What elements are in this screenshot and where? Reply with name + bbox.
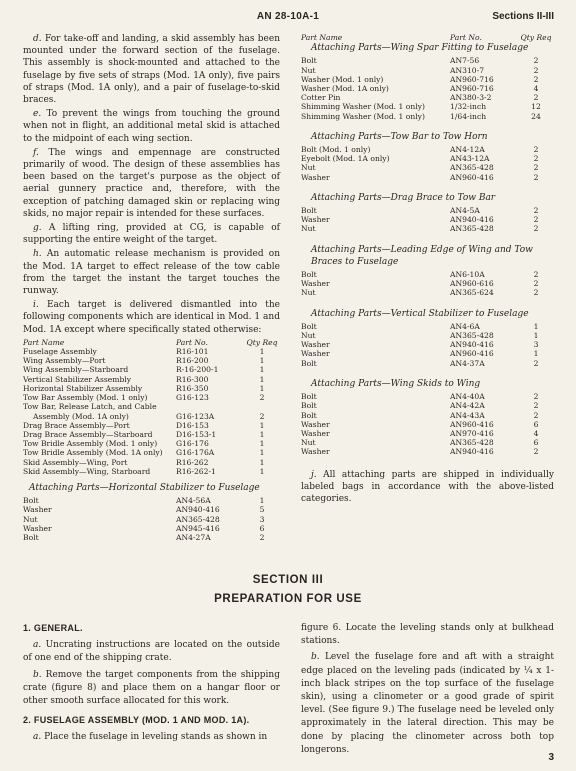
quantity: 2 xyxy=(533,74,539,84)
quantity: 6 xyxy=(259,523,265,533)
part-number: AN4-40A xyxy=(450,392,485,402)
quantity: 4 xyxy=(533,428,539,438)
table-row xyxy=(301,447,554,456)
section-right-column xyxy=(301,622,554,760)
part-number: G16-176 xyxy=(176,439,209,449)
section-left-column xyxy=(23,622,280,748)
part-number: AN4-12A xyxy=(450,145,485,155)
quantity: 2 xyxy=(533,447,539,457)
part-name: Tow Bridle Assembly (Mod. 1A only) xyxy=(23,448,163,458)
wing-spar-heading: Attaching Parts—Wing Spar Fitting to Fuselage xyxy=(311,43,529,54)
quantity: 5 xyxy=(259,505,265,515)
vert-stab-heading: Attaching Parts—Vertical Stabilizer to Fuselage xyxy=(311,308,529,319)
part-name: Shimming Washer (Mod. 1 only) xyxy=(301,111,425,121)
part-number xyxy=(176,402,244,411)
part-number: AN960-416 xyxy=(450,349,494,359)
fuselage-heading: 2. FUSELAGE ASSEMBLY (MOD. 1 AND MOD. 1A). xyxy=(23,715,250,726)
quantity: 1 xyxy=(259,439,265,449)
quantity: 1 xyxy=(259,420,265,430)
part-name: Washer xyxy=(301,279,330,289)
table-row xyxy=(23,356,280,365)
part-name: Vertical Stabilizer Assembly xyxy=(23,374,132,384)
quantity: 12 xyxy=(531,102,541,112)
paragraph-f: f. The wings and empennage are constructed primarily of wood. The design of these assemblies has been based on the target's purpose as the object of aerial gunnery practice and, therefore, with the exception of patching damaged skin or replacing wing skids, no major repair is intended for these surfaces. xyxy=(23,147,280,219)
part-number: G16-123A xyxy=(176,411,215,421)
table-row xyxy=(23,439,280,448)
table-row xyxy=(301,420,554,429)
general-para-a: a. Uncrating instructions are located on the outside of one end of the shipping crate. xyxy=(23,640,280,664)
table-row xyxy=(23,458,280,467)
quantity xyxy=(244,402,280,411)
part-number: G16-123 xyxy=(176,393,209,403)
part-name: Tow Bar, Release Latch, and Cable xyxy=(23,402,157,412)
part-number: AN4-37A xyxy=(450,358,485,368)
column-header: Part No. xyxy=(176,337,208,347)
fuselage-para-a: a. Place the fuselage in leveling stands as shown in xyxy=(33,732,268,743)
table-row xyxy=(301,401,554,410)
drag-brace-table xyxy=(301,206,554,234)
quantity: 2 xyxy=(533,392,539,402)
part-name: Washer xyxy=(301,172,330,182)
table-row xyxy=(301,331,554,340)
right-column xyxy=(301,33,554,507)
quantity: 2 xyxy=(533,145,539,155)
table-row xyxy=(301,288,554,297)
table-row xyxy=(23,421,280,430)
column-header: Part Name xyxy=(301,33,343,42)
quantity: 6 xyxy=(533,438,539,448)
quantity: 1 xyxy=(259,429,265,439)
part-number: AN960-616 xyxy=(450,279,494,289)
wing-skids-heading: Attaching Parts—Wing Skids to Wing xyxy=(311,378,481,389)
part-name: Washer xyxy=(301,349,330,359)
right-table-header xyxy=(301,33,554,42)
table-row xyxy=(301,359,554,368)
part-name: Cotter Pin xyxy=(301,93,341,103)
table-row xyxy=(23,467,280,476)
quantity: 1 xyxy=(259,374,265,384)
part-number: R16-300 xyxy=(176,374,209,384)
vert-stab-table xyxy=(301,322,554,368)
column-header: Qty Req xyxy=(246,337,278,347)
quantity: 1 xyxy=(259,457,265,467)
part-number: AN365-624 xyxy=(450,288,494,298)
quantity: 2 xyxy=(259,411,265,421)
table-row xyxy=(23,402,280,411)
quantity: 1 xyxy=(533,331,539,341)
part-name: Bolt xyxy=(23,496,39,506)
part-number: AN4-56A xyxy=(176,496,211,506)
table-row xyxy=(301,75,554,84)
general-heading: 1. GENERAL. xyxy=(23,623,83,633)
table-row xyxy=(301,173,554,182)
part-name: Bolt xyxy=(301,401,317,411)
part-name: Bolt xyxy=(301,321,317,331)
part-name: Washer (Mod. 1A only) xyxy=(301,84,389,94)
part-name: Shimming Washer (Mod. 1 only) xyxy=(301,102,425,112)
drag-brace-heading: Attaching Parts—Drag Brace to Tow Bar xyxy=(311,192,496,203)
part-name: Assembly (Mod. 1A only) xyxy=(33,411,129,421)
part-number: R16-200 xyxy=(176,356,209,366)
part-number: AN43-12A xyxy=(450,154,490,164)
quantity: 2 xyxy=(533,270,539,280)
quantity: 1 xyxy=(259,365,265,375)
part-name: Tow Bridle Assembly (Mod. 1 only) xyxy=(23,439,158,449)
table-row xyxy=(301,270,554,279)
table-row xyxy=(301,163,554,172)
part-number: R16-262-1 xyxy=(176,466,216,476)
part-number: AN940-416 xyxy=(450,215,494,225)
table-row xyxy=(301,93,554,102)
horiz-stab-heading: Attaching Parts—Horizontal Stabilizer to Fuselage xyxy=(29,482,260,493)
part-name: Bolt xyxy=(301,410,317,420)
part-number: D16-153 xyxy=(176,420,209,430)
quantity: 1 xyxy=(259,347,265,357)
part-number: R-16-200-1 xyxy=(176,365,219,375)
table-row xyxy=(301,206,554,215)
part-number: AN4-27A xyxy=(176,532,211,542)
table-row xyxy=(301,279,554,288)
table-row xyxy=(301,66,554,75)
quantity: 4 xyxy=(533,84,539,94)
section-title: PREPARATION FOR USE xyxy=(214,593,362,605)
part-name: Washer xyxy=(23,505,52,515)
table-row xyxy=(301,438,554,447)
table-row xyxy=(301,84,554,93)
part-name: Bolt xyxy=(301,56,317,66)
part-name: Nut xyxy=(301,224,316,234)
part-number: AN960-416 xyxy=(450,172,494,182)
part-name: Eyebolt (Mod. 1A only) xyxy=(301,154,390,164)
quantity: 1 xyxy=(259,356,265,366)
part-number: D16-153-1 xyxy=(176,429,217,439)
table-row xyxy=(301,145,554,154)
quantity: 2 xyxy=(533,215,539,225)
table-row xyxy=(23,496,280,505)
leading-edge-table xyxy=(301,270,554,298)
part-name: Drag Brace Assembly—Starboard xyxy=(23,429,153,439)
wing-spar-table xyxy=(301,56,554,120)
table-row xyxy=(23,384,280,393)
part-number: AN940-416 xyxy=(176,505,220,515)
quantity: 2 xyxy=(533,358,539,368)
part-number: AN365-428 xyxy=(450,331,494,341)
part-name: Skid Assembly—Wing, Starboard xyxy=(23,466,151,476)
quantity: 2 xyxy=(533,410,539,420)
wing-skids-table xyxy=(301,392,554,456)
column-header: Qty Req xyxy=(520,33,552,42)
table-row xyxy=(301,112,554,121)
quantity: 2 xyxy=(533,163,539,173)
leading-edge-heading: Attaching Parts—Leading Edge of Wing and Tow Braces to Fuselage xyxy=(311,244,533,267)
table-row xyxy=(23,448,280,457)
quantity: 1 xyxy=(533,321,539,331)
part-name: Bolt xyxy=(23,532,39,542)
part-number: R16-350 xyxy=(176,383,209,393)
part-number: AN310-7 xyxy=(450,65,485,75)
part-number: AN4-5A xyxy=(450,206,480,216)
part-number: AN940-416 xyxy=(450,340,494,350)
table-row xyxy=(23,347,280,356)
paragraph-g: g. A lifting ring, provided at CG, is capable of supporting the entire weight of the target. xyxy=(23,223,280,246)
quantity: 2 xyxy=(533,93,539,103)
quantity: 3 xyxy=(259,514,265,524)
quantity: 2 xyxy=(533,206,539,216)
part-name: Nut xyxy=(301,163,316,173)
paragraph-i: i. Each target is delivered dismantled into the following components which are identical in Mod. 1 and Mod. 1A except where specifically stated otherwise: xyxy=(23,300,280,335)
table-row xyxy=(23,365,280,374)
part-name: Nut xyxy=(301,331,316,341)
part-name: Nut xyxy=(301,65,316,75)
part-name: Wing Assembly—Starboard xyxy=(23,365,129,375)
part-name: Drag Brace Assembly—Port xyxy=(23,420,130,430)
fuselage-para-b: b. Level the fuselage fore and aft with a straight edge placed on the leveling pads (indicated by ¼ x 1-inch black stripes on the top surface of the fuselage skin), using a clinometer or a good grade of spirit level. (See figure 9.) The fuselage need be leveled only approximately in the lateral direction. This may be done by placing the clinometer across both top longerons. xyxy=(301,652,554,755)
quantity: 2 xyxy=(533,401,539,411)
part-number: AN945-416 xyxy=(176,523,220,533)
part-number: AN960-716 xyxy=(450,84,494,94)
paragraph-h: h. An automatic release mechanism is provided on the Mod. 1A target to effect release of the tow cable from the target the instant the target touches the runway. xyxy=(23,249,280,297)
part-number: AN365-428 xyxy=(450,163,494,173)
quantity: 2 xyxy=(259,393,265,403)
tow-bar-table xyxy=(301,145,554,182)
part-number: AN365-428 xyxy=(176,514,220,524)
table-row xyxy=(301,429,554,438)
quantity: 1 xyxy=(259,383,265,393)
part-name: Fuselage Assembly xyxy=(23,347,97,357)
quantity: 2 xyxy=(533,65,539,75)
part-name: Bolt xyxy=(301,358,317,368)
fuselage-para-a-cont: figure 6. Locate the leveling stands only at bulkhead stations. xyxy=(301,623,554,647)
table-row xyxy=(23,412,280,421)
part-name: Skid Assembly—Wing, Port xyxy=(23,457,128,467)
part-name: Bolt xyxy=(301,392,317,402)
table-row xyxy=(23,515,280,524)
quantity: 1 xyxy=(533,349,539,359)
part-name: Horizontal Stabilizer Assembly xyxy=(23,383,143,393)
part-name: Bolt xyxy=(301,270,317,280)
part-number: G16-176A xyxy=(176,448,215,458)
part-name: Washer xyxy=(23,523,52,533)
column-header: Part Name xyxy=(23,337,65,347)
part-number: AN380-3-2 xyxy=(450,93,492,103)
part-name: Washer xyxy=(301,340,330,350)
part-number: AN4-43A xyxy=(450,410,485,420)
quantity: 2 xyxy=(259,532,265,542)
part-name: Nut xyxy=(301,288,316,298)
table-row xyxy=(301,224,554,233)
tow-bar-heading: Attaching Parts—Tow Bar to Tow Horn xyxy=(311,131,488,142)
quantity: 2 xyxy=(533,56,539,66)
section-range: Sections II-III xyxy=(492,11,554,22)
table-row xyxy=(301,349,554,358)
part-number: AN4-6A xyxy=(450,321,480,331)
quantity: 1 xyxy=(259,466,265,476)
part-name: Nut xyxy=(301,438,316,448)
quantity: 2 xyxy=(533,172,539,182)
part-name: Washer xyxy=(301,428,330,438)
table-row xyxy=(301,215,554,224)
quantity: 2 xyxy=(533,154,539,164)
quantity: 2 xyxy=(533,279,539,289)
section-number: SECTION III xyxy=(252,574,324,586)
left-paragraphs xyxy=(23,33,280,336)
table-row xyxy=(301,322,554,331)
table-row xyxy=(301,56,554,65)
document-number: AN 28-10A-1 xyxy=(256,11,320,22)
table-row xyxy=(23,524,280,533)
part-number: AN365-428 xyxy=(450,224,494,234)
paragraph-e: e. To prevent the wings from touching the ground when not in flight, an additional metal skid is attached to the midpoint of each wing section. xyxy=(23,109,280,144)
table-row xyxy=(23,375,280,384)
part-number: 1/32-inch xyxy=(450,102,487,112)
part-number: AN970-416 xyxy=(450,428,494,438)
part-number: R16-262 xyxy=(176,457,209,467)
horiz-stab-table xyxy=(23,496,280,542)
part-name: Nut xyxy=(23,514,38,524)
part-name: Bolt xyxy=(301,206,317,216)
quantity: 2 xyxy=(533,224,539,234)
paragraph-d: d. For take-off and landing, a skid assembly has been mounted under the forward section of the fuselage. This assembly is shock-mounted and attached to the fuselage by five sets of straps (Mod. 1A only), five pairs of straps (Mod. 1A only), and a pair of fuselage-to-skid braces. xyxy=(23,34,280,106)
table-row xyxy=(301,102,554,111)
quantity: 1 xyxy=(259,448,265,458)
quantity: 3 xyxy=(533,340,539,350)
left-column xyxy=(23,33,280,542)
table-row xyxy=(301,392,554,401)
part-number: R16-101 xyxy=(176,347,209,357)
part-name: Bolt (Mod. 1 only) xyxy=(301,145,371,155)
part-number: AN960-416 xyxy=(450,419,494,429)
part-name: Washer (Mod. 1 only) xyxy=(301,74,384,84)
table-row xyxy=(23,505,280,514)
paragraph-j: j. All attaching parts are shipped in individually labeled bags in accordance with the above-listed categories. xyxy=(301,469,554,504)
part-number: 1/64-inch xyxy=(450,111,487,121)
quantity: 2 xyxy=(533,288,539,298)
part-name: Washer xyxy=(301,215,330,225)
quantity: 24 xyxy=(531,111,541,121)
part-number: AN365-428 xyxy=(450,438,494,448)
part-name: Tow Bar Assembly (Mod. 1 only) xyxy=(23,393,148,403)
part-name: Washer xyxy=(301,419,330,429)
part-number: AN6-10A xyxy=(450,270,485,280)
table-row xyxy=(301,411,554,420)
page-number: 3 xyxy=(548,752,554,763)
quantity: 1 xyxy=(259,496,265,506)
part-number: AN4-42A xyxy=(450,401,485,411)
table-row xyxy=(301,340,554,349)
table-row xyxy=(23,393,280,402)
table-row xyxy=(23,533,280,542)
part-name: Wing Assembly—Port xyxy=(23,356,106,366)
column-header: Part No. xyxy=(450,33,482,42)
table-row xyxy=(301,154,554,163)
part-number: AN940-416 xyxy=(450,447,494,457)
part-name: Washer xyxy=(301,447,330,457)
general-para-b: b. Remove the target components from the shipping crate (figure 8) and place them on a hangar floor or other smooth surface allocated for this work. xyxy=(23,669,280,707)
part-number: AN960-716 xyxy=(450,74,494,84)
table-row xyxy=(23,430,280,439)
part-number: AN7-56 xyxy=(450,56,480,66)
components-table xyxy=(23,338,280,476)
quantity: 6 xyxy=(533,419,539,429)
